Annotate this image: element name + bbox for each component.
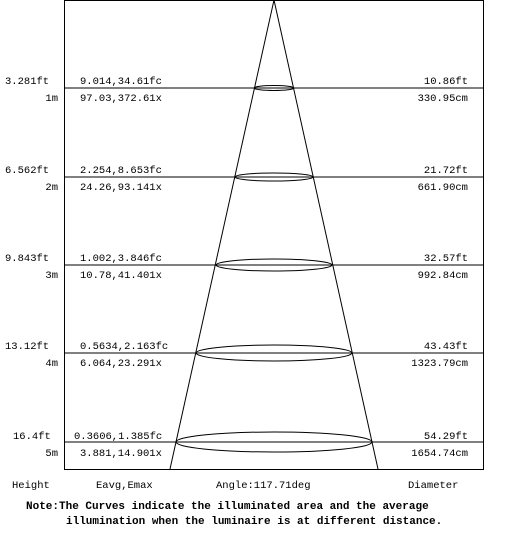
illuminance-fc-label: 0.3606,1.385fc	[74, 431, 163, 443]
beam-angle-label: Angle:117.71deg	[216, 480, 311, 492]
illuminance-lx-label: 97.03,372.61x	[80, 93, 162, 105]
illuminance-fc-label: 0.5634,2.163fc	[80, 341, 169, 353]
diameter-ft-label: 32.57ft	[423, 253, 468, 265]
illuminance-fc-label: 1.002,3.846fc	[80, 253, 162, 265]
diagram-frame	[65, 1, 484, 470]
height-ft-label: 3.281ft	[5, 76, 50, 88]
level-2	[5, 165, 484, 194]
height-ft-label: 16.4ft	[13, 431, 51, 443]
illuminance-lx-label: 6.064,23.291x	[80, 358, 162, 370]
level-3	[5, 253, 484, 282]
level-5	[13, 431, 484, 460]
level-1	[5, 76, 484, 105]
illuminance-fc-label: 9.014,34.61fc	[80, 76, 162, 88]
height-m-label: 3m	[45, 270, 58, 282]
diameter-ft-label: 43.43ft	[423, 341, 468, 353]
diameter-cm-label: 1323.79cm	[411, 358, 468, 370]
note-line-2: illumination when the luminaire is at different distance.	[66, 516, 443, 528]
height-m-label: 5m	[45, 448, 58, 460]
illuminance-column-header: Eavg,Emax	[96, 480, 153, 492]
illuminance-lx-label: 10.78,41.401x	[80, 270, 162, 282]
diameter-cm-label: 1654.74cm	[411, 448, 468, 460]
height-ft-label: 9.843ft	[5, 253, 50, 265]
diameter-ft-label: 10.86ft	[423, 76, 468, 88]
height-m-label: 1m	[45, 93, 58, 105]
diameter-column-header: Diameter	[408, 480, 459, 492]
beam-edge-left	[170, 0, 274, 469]
diameter-cm-label: 992.84cm	[417, 270, 468, 282]
diameter-ft-label: 54.29ft	[423, 431, 468, 443]
diameter-cm-label: 661.90cm	[417, 182, 468, 194]
illuminance-lx-label: 24.26,93.141x	[80, 182, 162, 194]
height-ft-label: 6.562ft	[5, 165, 50, 177]
note-line-1: Note:The Curves indicate the illuminated area and the average	[26, 501, 429, 513]
height-ft-label: 13.12ft	[5, 341, 50, 353]
illuminance-fc-label: 2.254,8.653fc	[80, 165, 162, 177]
diameter-cm-label: 330.95cm	[417, 93, 468, 105]
illuminance-lx-label: 3.881,14.901x	[80, 448, 162, 460]
beam-edge-right	[274, 0, 378, 469]
diameter-ft-label: 21.72ft	[423, 165, 468, 177]
height-m-label: 4m	[45, 358, 58, 370]
height-m-label: 2m	[45, 182, 58, 194]
level-4	[5, 341, 484, 370]
height-column-header: Height	[12, 480, 50, 492]
